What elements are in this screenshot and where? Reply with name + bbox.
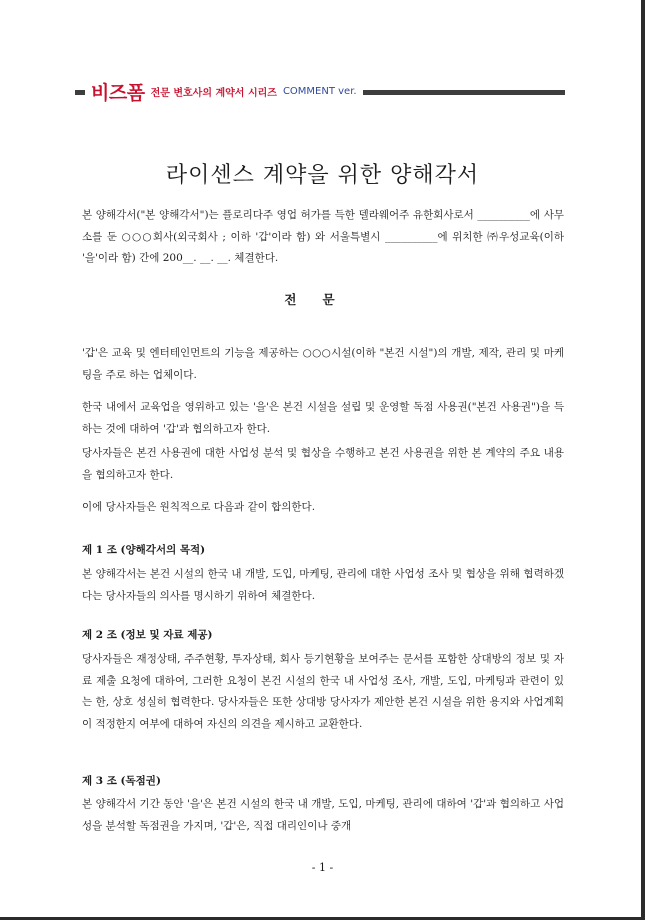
brand-logo: 비즈폼 <box>91 81 145 104</box>
comment-version: COMMENT ver. <box>282 85 357 97</box>
intro-paragraph: 본 양해각서("본 양해각서")는 플로리다주 영업 허가를 득한 델라웨어주 유한회사로서 __________에 사무소를 둔 ○○○회사(외국회사 ; 이하 '갑'이라 함) 와 서울특별시 __________에 위치한 ㈜우성교육(이하 '을'이라 함) 간에 200__. __. __. 체결한다. <box>82 209 564 264</box>
series-title: 전문 변호사의 계약서 시리즈 <box>150 87 277 99</box>
article-2-body: 당사자들은 재정상태, 주주현황, 투자상태, 회사 등기현황을 보여주는 문서를 포함한 상대방의 정보 및 자료 제출 요청에 대하여, 그러한 요청이 본건 시설의 한국 내 사업성 조사, 개발, 도입, 마케팅과 관련이 있는 한, 상호 성실히 협력한다. 당사자들은 또한 상대방 당사자가 제안한 본건 시설을 위한 용지와 사업계획이 적정한지 여부에 대하여 자신의 의견을 제시하고 교환한다. <box>82 653 564 730</box>
document-title: 라이센스 계약을 위한 양해각서 <box>165 163 480 188</box>
series-header <box>75 77 565 107</box>
page-number: - 1 - <box>311 861 334 874</box>
article-1-title: 제 1 조 (양해각서의 목적) <box>82 544 206 556</box>
preamble-paragraph-3: 당사자들은 본건 사용권에 대한 사업성 분석 및 협상을 수행하고 본건 사용권을 위한 본 계약의 주요 내용을 협의하고자 한다. <box>82 447 564 481</box>
article-1-body: 본 양해각서는 본건 시설의 한국 내 개발, 도입, 마케팅, 관리에 대한 사업성 조사 및 협상을 위해 협력하겠다는 당사자들의 의사를 명시하기 위하여 체결한다. <box>82 568 564 602</box>
header-label <box>85 77 363 105</box>
preamble-paragraph-1: '갑'은 교육 및 엔터테인먼트의 기능을 제공하는 ○○○시설(이하 "본건 시설")의 개발, 제작, 관리 및 마케팅을 주로 하는 업체이다. <box>82 347 564 381</box>
preamble-heading: 전문 <box>284 292 361 307</box>
article-3-body: 본 양해각서 기간 동안 '을'은 본건 시설의 한국 내 개발, 도입, 마케팅, 관리에 대하여 '갑'과 협의하고 사업성을 분석할 독점권을 가지며, '갑'은, 직접 대리인이나 중개 <box>82 798 564 832</box>
page-right-border <box>641 0 645 920</box>
article-2-title: 제 2 조 (정보 및 자료 제공) <box>82 629 213 641</box>
article-3-title: 제 3 조 (독점권) <box>82 775 161 787</box>
preamble-paragraph-4: 이에 당사자들은 원칙적으로 다음과 같이 합의한다. <box>82 501 316 513</box>
preamble-paragraph-2: 한국 내에서 교육업을 영위하고 있는 '을'은 본건 시설을 설립 및 운영할 독점 사용권("본건 사용권")을 득하는 것에 대하여 '갑'과 협의하고자 한다. <box>82 401 564 435</box>
